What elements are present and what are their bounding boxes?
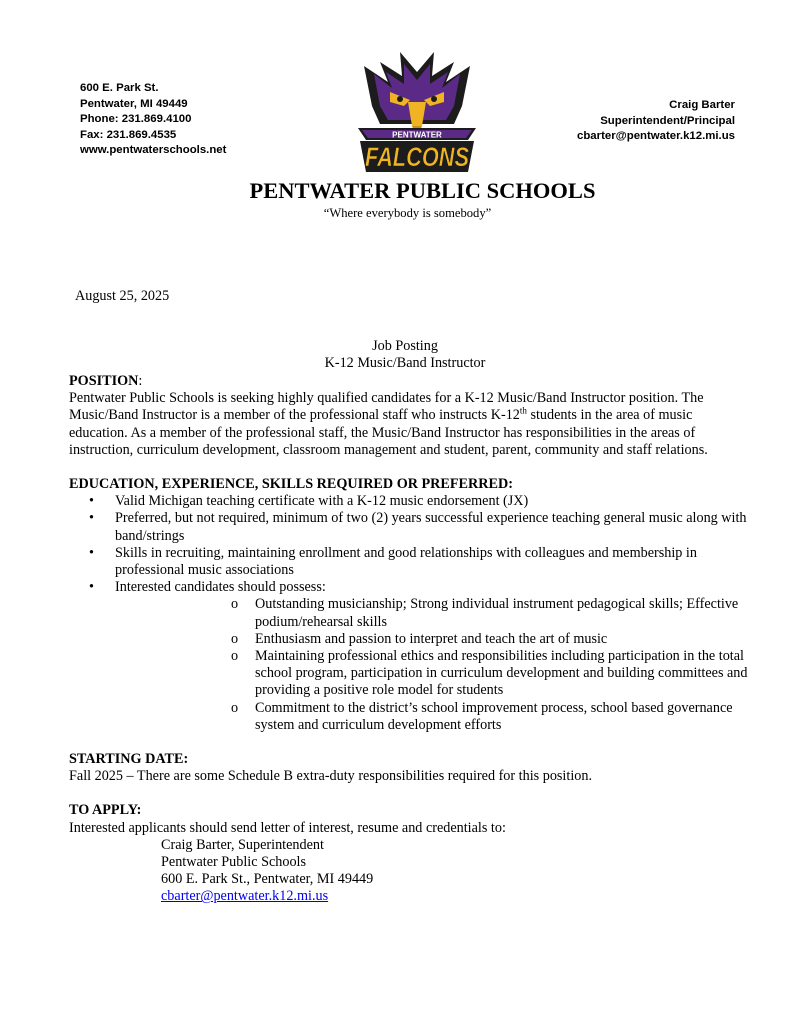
bullet-icon: • xyxy=(89,493,94,510)
posting-body xyxy=(69,373,749,906)
letter-date: August 25, 2025 xyxy=(75,288,170,304)
list-item: • Preferred, but not required, minimum of two (2) years successful experience teaching general music along with band/strings xyxy=(89,510,747,544)
requirements-heading: EDUCATION, EXPERIENCE, SKILLS REQUIRED OR PREFERRED: xyxy=(69,476,513,493)
contact-name: Craig Barter xyxy=(669,99,735,111)
apply-text: Interested applicants should send letter of interest, resume and credentials to: xyxy=(69,819,506,836)
logo-top-text: PENTWATER xyxy=(392,130,442,140)
logo-main-text: FALCONS xyxy=(365,142,469,172)
starting-date-text: Fall 2025 – There are some Schedule B extra-duty responsibilities required for this position. xyxy=(69,768,592,785)
position-heading: POSITION: xyxy=(69,373,143,389)
circle-bullet-icon: o xyxy=(231,648,239,665)
phone-line: Phone: 231.869.4100 xyxy=(80,113,192,126)
school-name: PENTWATER PUBLIC SCHOOLS xyxy=(249,178,596,203)
school-motto: “Where everybody is somebody” xyxy=(323,206,492,220)
address-line: 600 E. Park St. xyxy=(80,82,159,94)
apply-email-link[interactable]: cbarter@pentwater.k12.mi.us xyxy=(161,888,329,905)
list-item: • Skills in recruiting, maintaining enrollment and good relationships with colleagues and membership in professional music associations xyxy=(89,544,697,579)
sub-list-item: o Maintaining professional ethics and responsibilities including participation in the total school program, participation in curriculum development and building committees and providing a positive role model for students xyxy=(231,648,748,699)
sub-list-item: o Commitment to the district’s school improvement process, school based governance system and curriculum development efforts xyxy=(231,699,733,733)
bullet-icon: • xyxy=(89,579,94,596)
circle-bullet-icon: o xyxy=(231,630,239,647)
falcon-mascot-icon xyxy=(350,44,484,176)
contact-block xyxy=(577,98,735,145)
qualities-list xyxy=(209,596,749,734)
sub-list-item: o Outstanding musicianship; Strong individual instrument pedagogical skills; Effective podium/rehearsal skills xyxy=(231,596,739,630)
apply-contact-name: Craig Barter, Superintendent xyxy=(161,836,324,853)
fax-line: Fax: 231.869.4535 xyxy=(80,128,177,141)
contact-email[interactable]: cbarter@pentwater.k12.mi.us xyxy=(577,130,735,143)
requirements-list xyxy=(69,493,749,596)
contact-title: Superintendent/Principal xyxy=(600,114,735,127)
apply-heading: TO APPLY: xyxy=(69,802,142,819)
apply-email-row xyxy=(69,888,749,905)
apply-address: 600 E. Park St., Pentwater, MI 49449 xyxy=(161,871,374,888)
posting-header xyxy=(0,338,791,372)
circle-bullet-icon: o xyxy=(231,596,239,613)
address-block xyxy=(80,81,226,159)
address-line: Pentwater, MI 49449 xyxy=(80,97,188,110)
sub-list-item: o Enthusiasm and passion to interpret and teach the art of music xyxy=(231,630,608,647)
starting-date-heading: STARTING DATE: xyxy=(69,751,189,768)
bullet-icon: • xyxy=(89,544,94,561)
circle-bullet-icon: o xyxy=(231,699,239,716)
apply-org: Pentwater Public Schools xyxy=(161,854,307,871)
list-item: • Valid Michigan teaching certificate with a K-12 music endorsement (JX) xyxy=(89,493,529,510)
bullet-icon: • xyxy=(89,510,94,527)
position-text: Pentwater Public Schools is seeking highly qualified candidates for a K-12 Music/Band Instructor position. The Music/Band Instructor is a member of the professional staff who instructs K-12th students in the area of music education. As a member of the professional staff, the Music/Band Instructor has responsibilities in the areas of instruction, curriculum development, classroom management and student, parent, community and staff relations. xyxy=(69,390,708,458)
website-line: www.pentwaterschools.net xyxy=(80,144,227,157)
posting-title: K-12 Music/Band Instructor xyxy=(324,355,486,372)
list-item: • Interested candidates should possess: xyxy=(89,579,326,596)
posting-label: Job Posting xyxy=(372,338,438,354)
